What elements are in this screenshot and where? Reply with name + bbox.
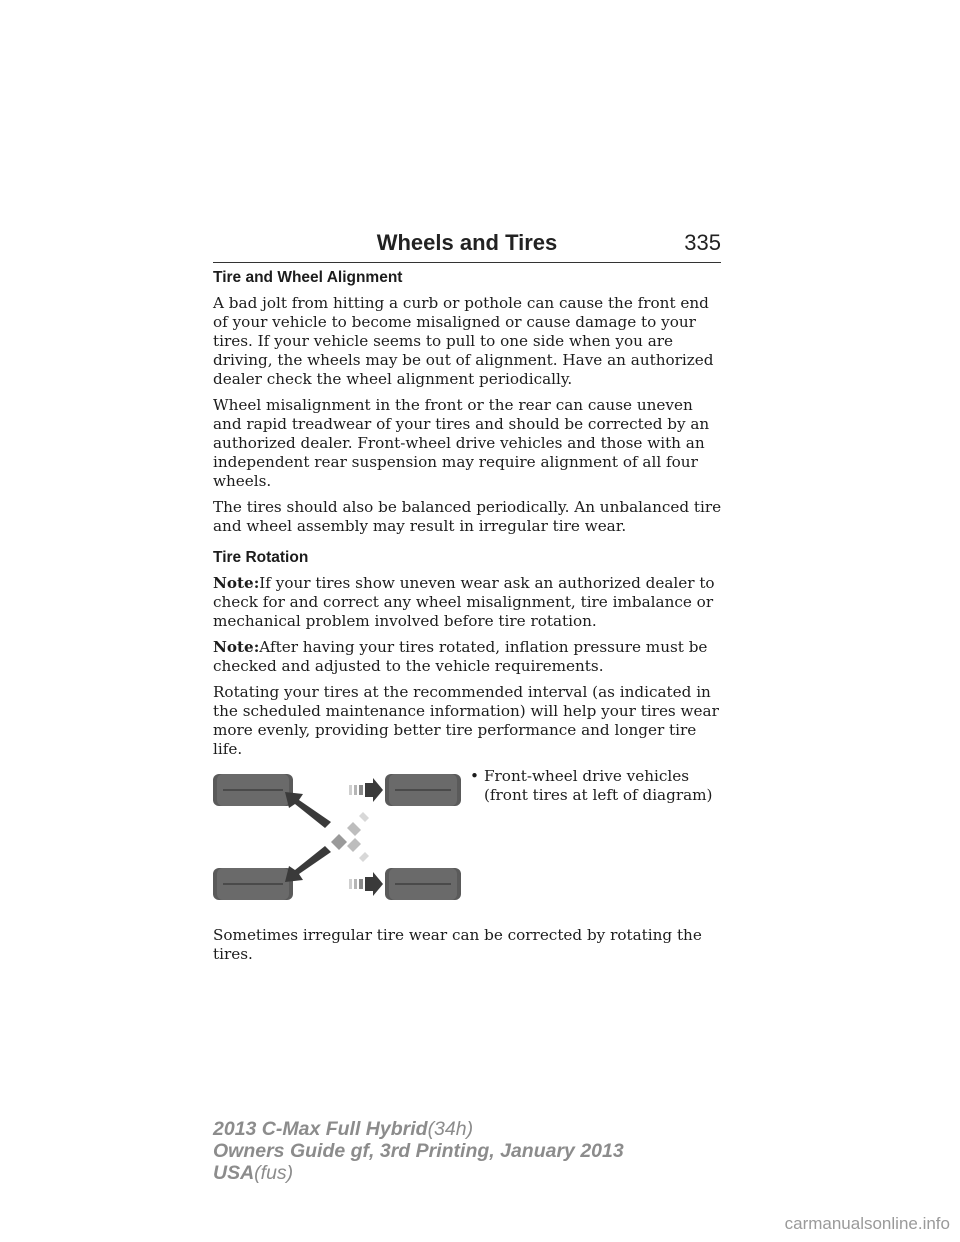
- page-footer: [213, 1118, 624, 1184]
- rotation-note-2: [213, 638, 725, 676]
- footer-guide-info: Owners Guide gf, 3rd Printing, January 2013: [213, 1140, 624, 1162]
- arrow-right-icon: [349, 778, 383, 802]
- watermark-link[interactable]: carmanualsonline.info: [784, 1214, 950, 1233]
- footer-line-2: [213, 1140, 624, 1162]
- rotation-note-1: [213, 574, 725, 631]
- alignment-paragraph-3: The tires should also be balanced periodically. An unbalanced tire and wheel assembly may result in irregular tire wear.: [213, 498, 722, 535]
- note-text: After having your tires rotated, inflation pressure must be checked and adjusted to the vehicle requirements.: [213, 638, 708, 675]
- footer-market-code: (fus): [254, 1162, 294, 1184]
- note-text: If your tires show uneven wear ask an authorized dealer to check for and correct any wheel misalignment, tire imbalance or mechanical problem involved before tire rotation.: [213, 574, 715, 630]
- front-right-tire-icon: [213, 868, 293, 900]
- rotation-paragraph-1: Rotating your tires at the recommended interval (as indicated in the scheduled maintenance information) will help your tires wear more evenly, providing better tire performance and longer tire life.: [213, 683, 719, 758]
- note-label: Note:: [213, 574, 260, 592]
- rotation-paragraph-2: Sometimes irregular tire wear can be corrected by rotating the tires.: [213, 926, 702, 963]
- rotation-heading: Tire Rotation: [213, 549, 309, 566]
- bullet-text: Front-wheel drive vehicles (front tires at left of diagram): [484, 767, 713, 804]
- alignment-paragraph-2: Wheel misalignment in the front or the rear can cause uneven and rapid treadwear of your tires and should be corrected by an authorized dealer. Front-wheel drive vehicles and those with an independent rear suspension may require alignment of all four wheels.: [213, 396, 710, 490]
- bullet-dot: •: [470, 767, 479, 785]
- note-label: Note:: [213, 638, 260, 656]
- footer-line-3: [213, 1162, 624, 1184]
- tire-rotation-diagram: [213, 772, 463, 902]
- page-content: [213, 268, 725, 971]
- rear-right-tire-icon: [385, 868, 461, 900]
- page-number: 335: [684, 230, 721, 255]
- footer-line-1: [213, 1118, 624, 1140]
- footer-model: 2013 C-Max Full Hybrid: [213, 1118, 428, 1140]
- footer-model-code: (34h): [427, 1118, 474, 1140]
- rotation-figure-row: [213, 766, 725, 916]
- alignment-heading: Tire and Wheel Alignment: [213, 269, 403, 286]
- alignment-paragraph-1: A bad jolt from hitting a curb or pothole can cause the front end of your vehicle to become misaligned or cause damage to your tires. If your vehicle seems to pull to one side when you are driving, the wheels may be out of alignment. Have an authorized dealer check the wheel alignment periodically.: [213, 294, 714, 388]
- rear-left-tire-icon: [385, 774, 461, 806]
- footer-market: USA: [213, 1162, 255, 1184]
- front-left-tire-icon: [213, 774, 293, 806]
- page-title: Wheels and Tires: [376, 230, 558, 255]
- arrow-right-icon: [349, 872, 383, 896]
- page-header: [213, 226, 721, 263]
- rotation-bullet: [468, 767, 728, 805]
